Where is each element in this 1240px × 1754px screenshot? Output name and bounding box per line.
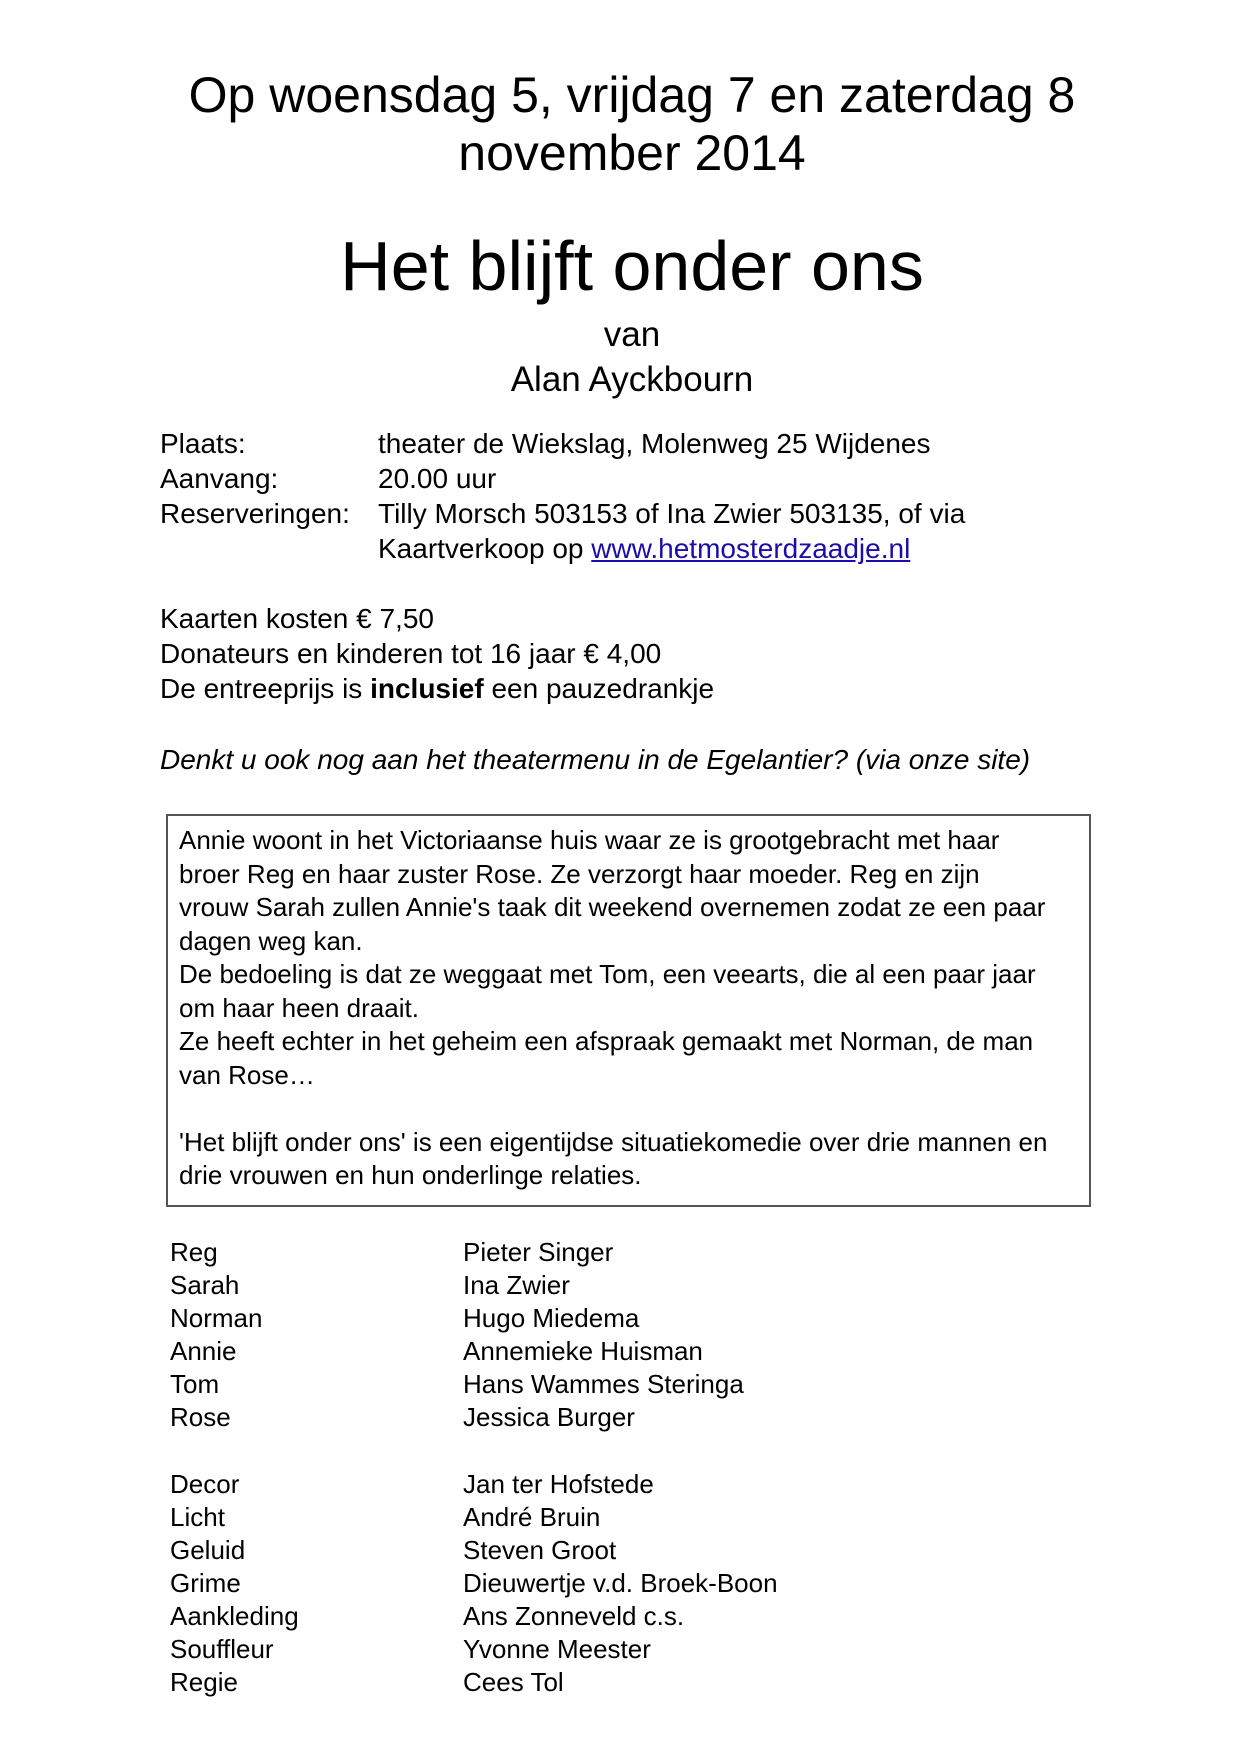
synopsis-line: Ze heeft echter in het geheim een afspraak gemaakt met Norman, de man [179,1026,1034,1056]
synopsis-line: vrouw Sarah zullen Annie's taak dit weekend overnemen zodat ze een paar [179,892,1046,922]
place-label: Plaats: [160,428,246,459]
crew-member: André Bruin [463,1502,601,1532]
synopsis-closing-line: 'Het blijft onder ons' is een eigentijdse situatiekomedie over drie mannen en [179,1126,1048,1157]
crew-member: Steven Groot [463,1535,617,1565]
price-line-1: Kaarten kosten € 7,50 [160,603,434,634]
crew-member: Jan ter Hofstede [463,1469,654,1499]
synopsis-line: dagen weg kan. [179,925,363,956]
synopsis-line: De bedoeling is dat ze weggaat met Tom, een veearts, die al een paar jaar [179,959,1036,989]
date-line-2: november 2014 [458,125,806,181]
crew-member: Dieuwertje v.d. Broek-Boon [463,1568,778,1598]
price-line-3-before: De entreeprijs is [160,673,371,704]
start-label: Aanvang: [160,463,279,494]
theatre-menu-note: Denkt u ook nog aan het theatermenu in de Egelantier? (via onze site) [160,744,1031,775]
cast-role: Norman [170,1303,263,1333]
crew-role: Decor [170,1469,240,1499]
place-value: theater de Wiekslag, Molenweg 25 Wijdenes [378,428,931,459]
tickets-line [378,531,910,566]
crew-member: Cees Tol [463,1667,564,1697]
crew-role: Regie [170,1667,238,1697]
author-name: Alan Ayckbourn [510,360,754,399]
crew-role: Geluid [170,1535,246,1565]
reservations-value: Tilly Morsch 503153 of Ina Zwier 503135, of via [378,498,966,529]
cast-role: Annie [170,1336,237,1366]
cast-actor: Annemieke Huisman [463,1336,703,1366]
cast-role: Reg [170,1237,218,1267]
crew-member: Yvonne Meester [463,1634,651,1664]
cast-actor: Hugo Miedema [463,1303,640,1333]
crew-role: Licht [170,1502,225,1532]
cast-actor: Jessica Burger [463,1402,635,1432]
crew-role: Aankleding [170,1601,299,1631]
tickets-prefix: Kaartverkoop op [378,533,592,564]
date-line-1: Op woensdag 5, vrijdag 7 en zaterdag 8 [188,67,1076,123]
synopsis-line: om haar heen draait. [179,992,419,1023]
synopsis-line: van Rose… [179,1059,315,1090]
price-line-3-bold: inclusief [370,673,484,704]
synopsis-line: Annie woont in het Victoriaanse huis waar ze is grootgebracht met haar [179,825,1000,855]
crew-member: Ans Zonneveld c.s. [463,1601,685,1631]
cast-actor: Ina Zwier [463,1270,570,1300]
cast-actor: Hans Wammes Steringa [463,1369,744,1399]
cast-role: Tom [170,1369,220,1399]
start-value: 20.00 uur [378,463,497,494]
synopsis-line: broer Reg en haar zuster Rose. Ze verzorgt haar moeder. Reg en zijn [179,858,980,889]
by-label: van [603,315,661,354]
cast-role: Rose [170,1402,231,1432]
synopsis-closing-line: drie vrouwen en hun onderlinge relaties. [179,1160,642,1190]
cast-role: Sarah [170,1270,240,1300]
crew-role: Souffleur [170,1634,274,1664]
play-title: Het blijft onder ons [340,227,924,305]
reservations-label: Reserveringen: [160,498,350,529]
price-line-3-after: een pauzedrankje [483,673,715,704]
price-line-3 [160,671,714,706]
price-line-2: Donateurs en kinderen tot 16 jaar € 4,00 [160,638,662,669]
cast-actor: Pieter Singer [463,1237,614,1267]
tickets-link[interactable]: www.hetmosterdzaadje.nl [591,533,911,564]
synopsis-spacer [179,1092,1079,1126]
crew-role: Grime [170,1568,241,1598]
synopsis-box [166,814,1091,1207]
